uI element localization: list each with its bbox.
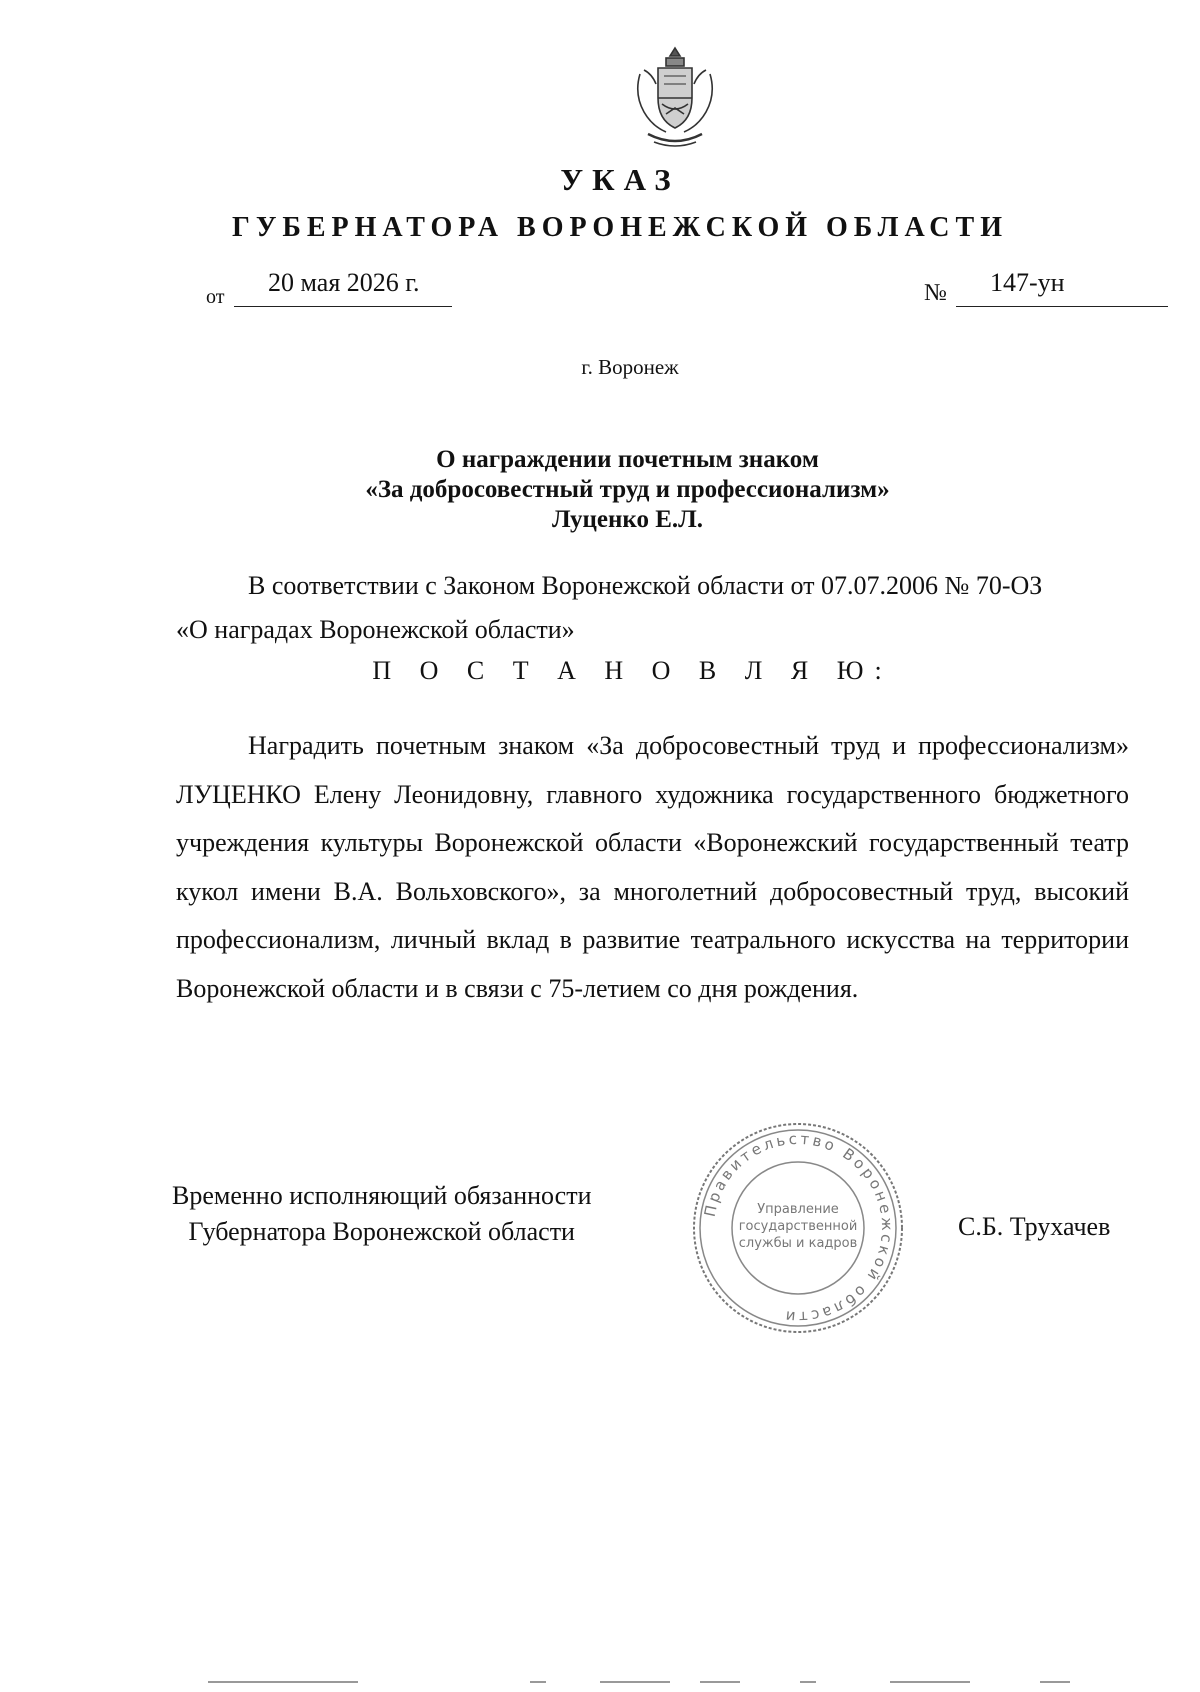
document-date: 20 мая 2026 г. [268, 268, 420, 297]
document-title [0, 445, 1200, 535]
position-line-2: Губернатора Воронежской области [188, 1217, 575, 1246]
position-line-1: Временно исполняющий обязанности [172, 1181, 592, 1210]
stamp-inner-line-3: службы и кадров [738, 1236, 858, 1251]
number-prefix: № [924, 280, 947, 306]
date-underline [234, 306, 452, 307]
preamble-line-2: «О наградах Воронежской области» [176, 615, 575, 644]
city: г. Воронеж [581, 355, 679, 379]
date-prefix: от [206, 286, 225, 308]
title-line-3: Луценко Е.Л. [551, 506, 704, 533]
issuer-title: ГУБЕРНАТОРА ВОРОНЕЖСКОЙ ОБЛАСТИ [232, 212, 1008, 243]
title-line-1: О награждении почетным знаком [436, 446, 819, 473]
document-type: УКАЗ [560, 162, 680, 197]
number-underline [956, 306, 1168, 307]
title-line-2: «За добросовестный труд и профессионализм» [365, 476, 890, 503]
stamp-inner-line-2: государственной [738, 1219, 858, 1234]
signatory-name: С.Б. Трухачев [958, 1212, 1111, 1241]
signatory-position [172, 1178, 592, 1250]
document-number: 147-ун [990, 268, 1065, 297]
official-stamp [688, 1118, 908, 1338]
decree-body [176, 722, 1129, 1013]
body-text: Наградить почетным знаком «За добросовестный труд и профессионализм» ЛУЦЕНКО Елену Леонидовну, главного художника государственного бюджетного учреждения культуры Воронежской области «Воронежский государственный театр кукол имени В.А. Вольховского», за многолетний добросовестный труд, высокий профессионализм, личный вклад в развитие театрального искусства на территории Воронежской области и в связи с 75-летием со дня рождения. [176, 731, 1129, 1003]
stamp-inner-line-1: Управление [757, 1202, 839, 1217]
decree-word: П О С Т А Н О В Л Я Ю: [372, 656, 893, 685]
coat-of-arms-icon [630, 44, 720, 154]
scan-artifacts [200, 1680, 1100, 1684]
stamp-outer-text: Правительство Воронежской области [700, 1129, 897, 1327]
preamble-line-1: В соответствии с Законом Воронежской области от 07.07.2006 № 70-ОЗ [248, 571, 1043, 600]
